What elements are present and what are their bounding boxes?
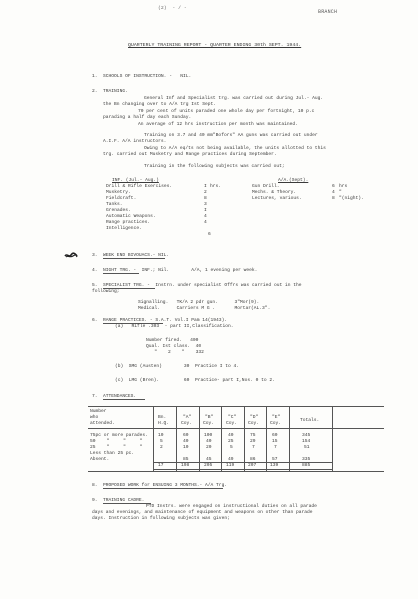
att-row-label: 75pc or more parades. [90,433,148,438]
att-cell: 100 [204,433,213,438]
inf-row-val: 3 [204,202,207,207]
section-6-range: 6. RANGE PRACTICES. - S.A.T. Vol.I Pam 14(1943). [92,318,228,323]
inf-row-val: 4 [204,214,207,219]
att-cell: 5 [230,445,233,450]
underline-8 [103,488,223,489]
aa-row-val: 6 [332,184,335,189]
range-fig-line: " 2 " 332 [146,350,204,355]
inf-row-val: I [204,184,207,189]
s2-p1-line-1: the Bn changing over to A/A trg Ist Sept. [103,102,217,107]
att-cell: 49 [228,457,234,462]
att-cell: 45 [206,457,212,462]
aa-row-val: 4 [332,190,335,195]
att-total-cell: 139 [270,463,279,468]
range-fig-line: Qual. Ist class. 40 [146,344,202,349]
inf-row-label: Automatic Weapons. [106,214,156,219]
att-col-head: "E" [272,415,281,420]
att-cell: 51 [304,445,310,450]
s2-p1-line-0: General Inf and Specialist trg. was carried out during Jul.- Aug. [144,96,324,101]
att-head-line: attended. [90,421,115,426]
att-cell: 86 [250,457,256,462]
underline-7 [103,399,145,400]
section-5-cont: following; [92,289,120,294]
table-top-rule [88,406,384,407]
inf-row-label: Drill & Rifle Exercises. [106,184,173,189]
underline-4 [103,273,139,274]
s2-p1-line-4: An average of 12 hrs instruction per month was maintained. [138,122,298,127]
inf-row-val: I [204,208,207,213]
att-cell: 85 [183,457,189,462]
totals-bottom-rule [154,469,332,470]
s9-line-1: days and evenings, and maintenance of equipment and weapons on other than parade [92,510,313,515]
inf-row-label: Tanks. [106,202,123,207]
table-col-rule [221,406,222,471]
inf-row-label: Fieldcraft. [106,196,137,201]
table-bottom-rule [88,471,384,472]
s2-p2-line-0: Training on 3.7 and 40 mm"Bofors" AA guns was carried out under [144,133,318,138]
att-cell: 57 [272,457,278,462]
specialist-row: Medical. Carriers M G . Mortar(AL.3". [138,306,271,311]
inf-row-val: 8 [204,196,207,201]
att-total-cell: 205 [204,463,213,468]
branch-stamp: BRANCH [318,9,338,15]
section-4-night-trg: 4. NIGHT TRG. - INF.; Nil. A/A, 1 evening per week. [92,268,258,273]
att-col-head: H.Q. [158,421,170,426]
s2-p2-line-1: A.I.F. A/A instructors. [103,139,167,144]
att-cell: 335 [302,457,311,462]
att-cell: 5 [160,439,163,444]
aa-row-label: Lectures, various. [252,196,302,201]
report-title: QUARTERLY TRAINING REPORT - QUARTER ENDING 30th SEPT. 1944. [128,43,302,48]
att-cell: 10 [183,445,189,450]
att-cell: 75 [250,433,256,438]
range-b: (b) SMG (Austen) 30 Practice I to 4. [115,364,240,369]
inf-row-val: 2 [204,190,207,195]
att-col-head: Coy. [181,421,193,426]
att-col-head: "A" [183,415,192,420]
s2-p3: Training in the following subjects was carried out; [144,164,285,169]
aa-row-val: 8 [332,196,335,201]
att-cell: 15 [272,439,278,444]
att-col-head: Coy. [203,421,215,426]
att-cell: 40 [183,439,189,444]
att-cell: 2 [160,445,163,450]
table-col-rule [176,406,177,471]
s2-p1-line-3: parading a half day each Sunday. [103,115,192,120]
att-cell: 40 [228,433,234,438]
att-cell: 7 [274,445,277,450]
range-c: (c) LMG (Bren). 60 Practice- part I,Nos. 0 to 2. [115,378,275,383]
att-cell: 10 [158,433,164,438]
handwritten-scribble-icon [64,252,78,259]
att-col-head: "D" [250,415,259,420]
att-row-label: 25 " " " [90,445,143,450]
att-row-label: Less than 25 pc. [90,451,135,456]
att-cell: 40 [206,439,212,444]
att-total-cell: 885 [302,463,311,468]
aa-row-label: Mechs. & Theory. [252,190,297,195]
att-col-head: Coy. [248,421,260,426]
att-cell: 345 [302,433,311,438]
table-col-rule [153,406,154,471]
inf-heading: INF. (Jul.- Aug.) [112,178,159,183]
aa-row-unit: " [339,190,342,195]
section-3-bivouacs: 3. WEEK END BIVOUACS.- NIL. [92,253,170,258]
s9-line-2: days. Instruction in following subjects was given; [92,516,230,521]
s2-p1-line-2: 70 per cent of units paraded one whole day per fortnight, 10 p.c [138,109,315,114]
section-8-proposed-work: 8. PROPOSED WORK for ENSUING 3 MONTHS.- A/A Trg. [92,483,228,488]
inf-row-label: Intelligence. [106,226,142,231]
aa-row-unit: "(night). [339,196,364,201]
att-col-head: "B" [205,415,214,420]
specialist-row: Signalling. TK/A 2 pdr gun. 3"Mor(9). [138,300,260,305]
inf-row-val: 6 [208,232,211,237]
table-col-rule [266,406,267,471]
table-col-rule [289,406,290,471]
aa-heading: A/A.(Sept). [278,178,309,183]
att-total-cell: 17 [158,463,164,468]
section-2-heading: 2. TRAINING. [92,89,128,94]
top-page-marks: (2) - / - [158,6,187,11]
underline-3 [103,258,165,259]
table-col-rule [332,406,333,471]
att-cell: 7 [252,445,255,450]
inf-row-label: Range practices. [106,220,151,225]
att-cell: 25 [228,439,234,444]
s9-line-0: PTD Instrs. were engaged on instructional duties on all parade [146,504,317,509]
inf-row-val: 4 [204,220,207,225]
underline-9 [103,503,151,504]
att-cell: 29 [250,439,256,444]
att-row-label: Absent. [90,457,110,462]
inf-row-label: Grenades. [106,208,131,213]
range-a: (a) Rifle .303 - part II,Classification. [115,324,234,329]
section-5-specialist: 5. SPECIALIST TRG. - Instrn. under specialist Offrs was carried out in the [92,283,302,288]
att-total-cell: 207 [248,463,257,468]
att-row-label: 50 " " " [90,439,143,444]
att-cell: 60 [272,433,278,438]
att-head-line: who [90,415,99,420]
range-fig-line: Number fired. 400 [146,338,199,343]
att-head-line: Number [90,409,107,414]
att-col-head: Coy. [226,421,238,426]
att-cell: 60 [183,433,189,438]
att-total-cell: 119 [226,463,235,468]
att-col-head: Bn. [158,415,167,420]
inf-row-unit: hrs. [210,184,222,189]
s2-p2-line-3: trg. carried out Musketry and Range practices during September. [103,152,277,157]
section-7-attendances: 7. ATTENDANCES. [92,394,137,399]
aa-row-unit: hrs [339,184,348,189]
att-col-head: Totals. [300,418,320,423]
inf-row-label: Musketry. [106,190,131,195]
att-total-cell: 198 [181,463,190,468]
att-col-head: Coy. [270,421,282,426]
att-cell: 154 [302,439,311,444]
section-1-schools: 1. SCHOOLS OF INSTRUCTION. - NIL. [92,74,192,79]
table-head-rule [88,428,384,429]
att-col-head: "C" [228,415,237,420]
s2-p2-line-2: Owing to A/A eq/ts not being available, the units allotted to this [144,146,326,151]
section-9-training-cadre: 9. TRAINING CADRE. [92,498,145,503]
att-cell: 20 [206,445,212,450]
table-col-rule [199,406,200,471]
aa-row-label: Gun Drill. [252,184,280,189]
table-col-rule [244,406,245,471]
